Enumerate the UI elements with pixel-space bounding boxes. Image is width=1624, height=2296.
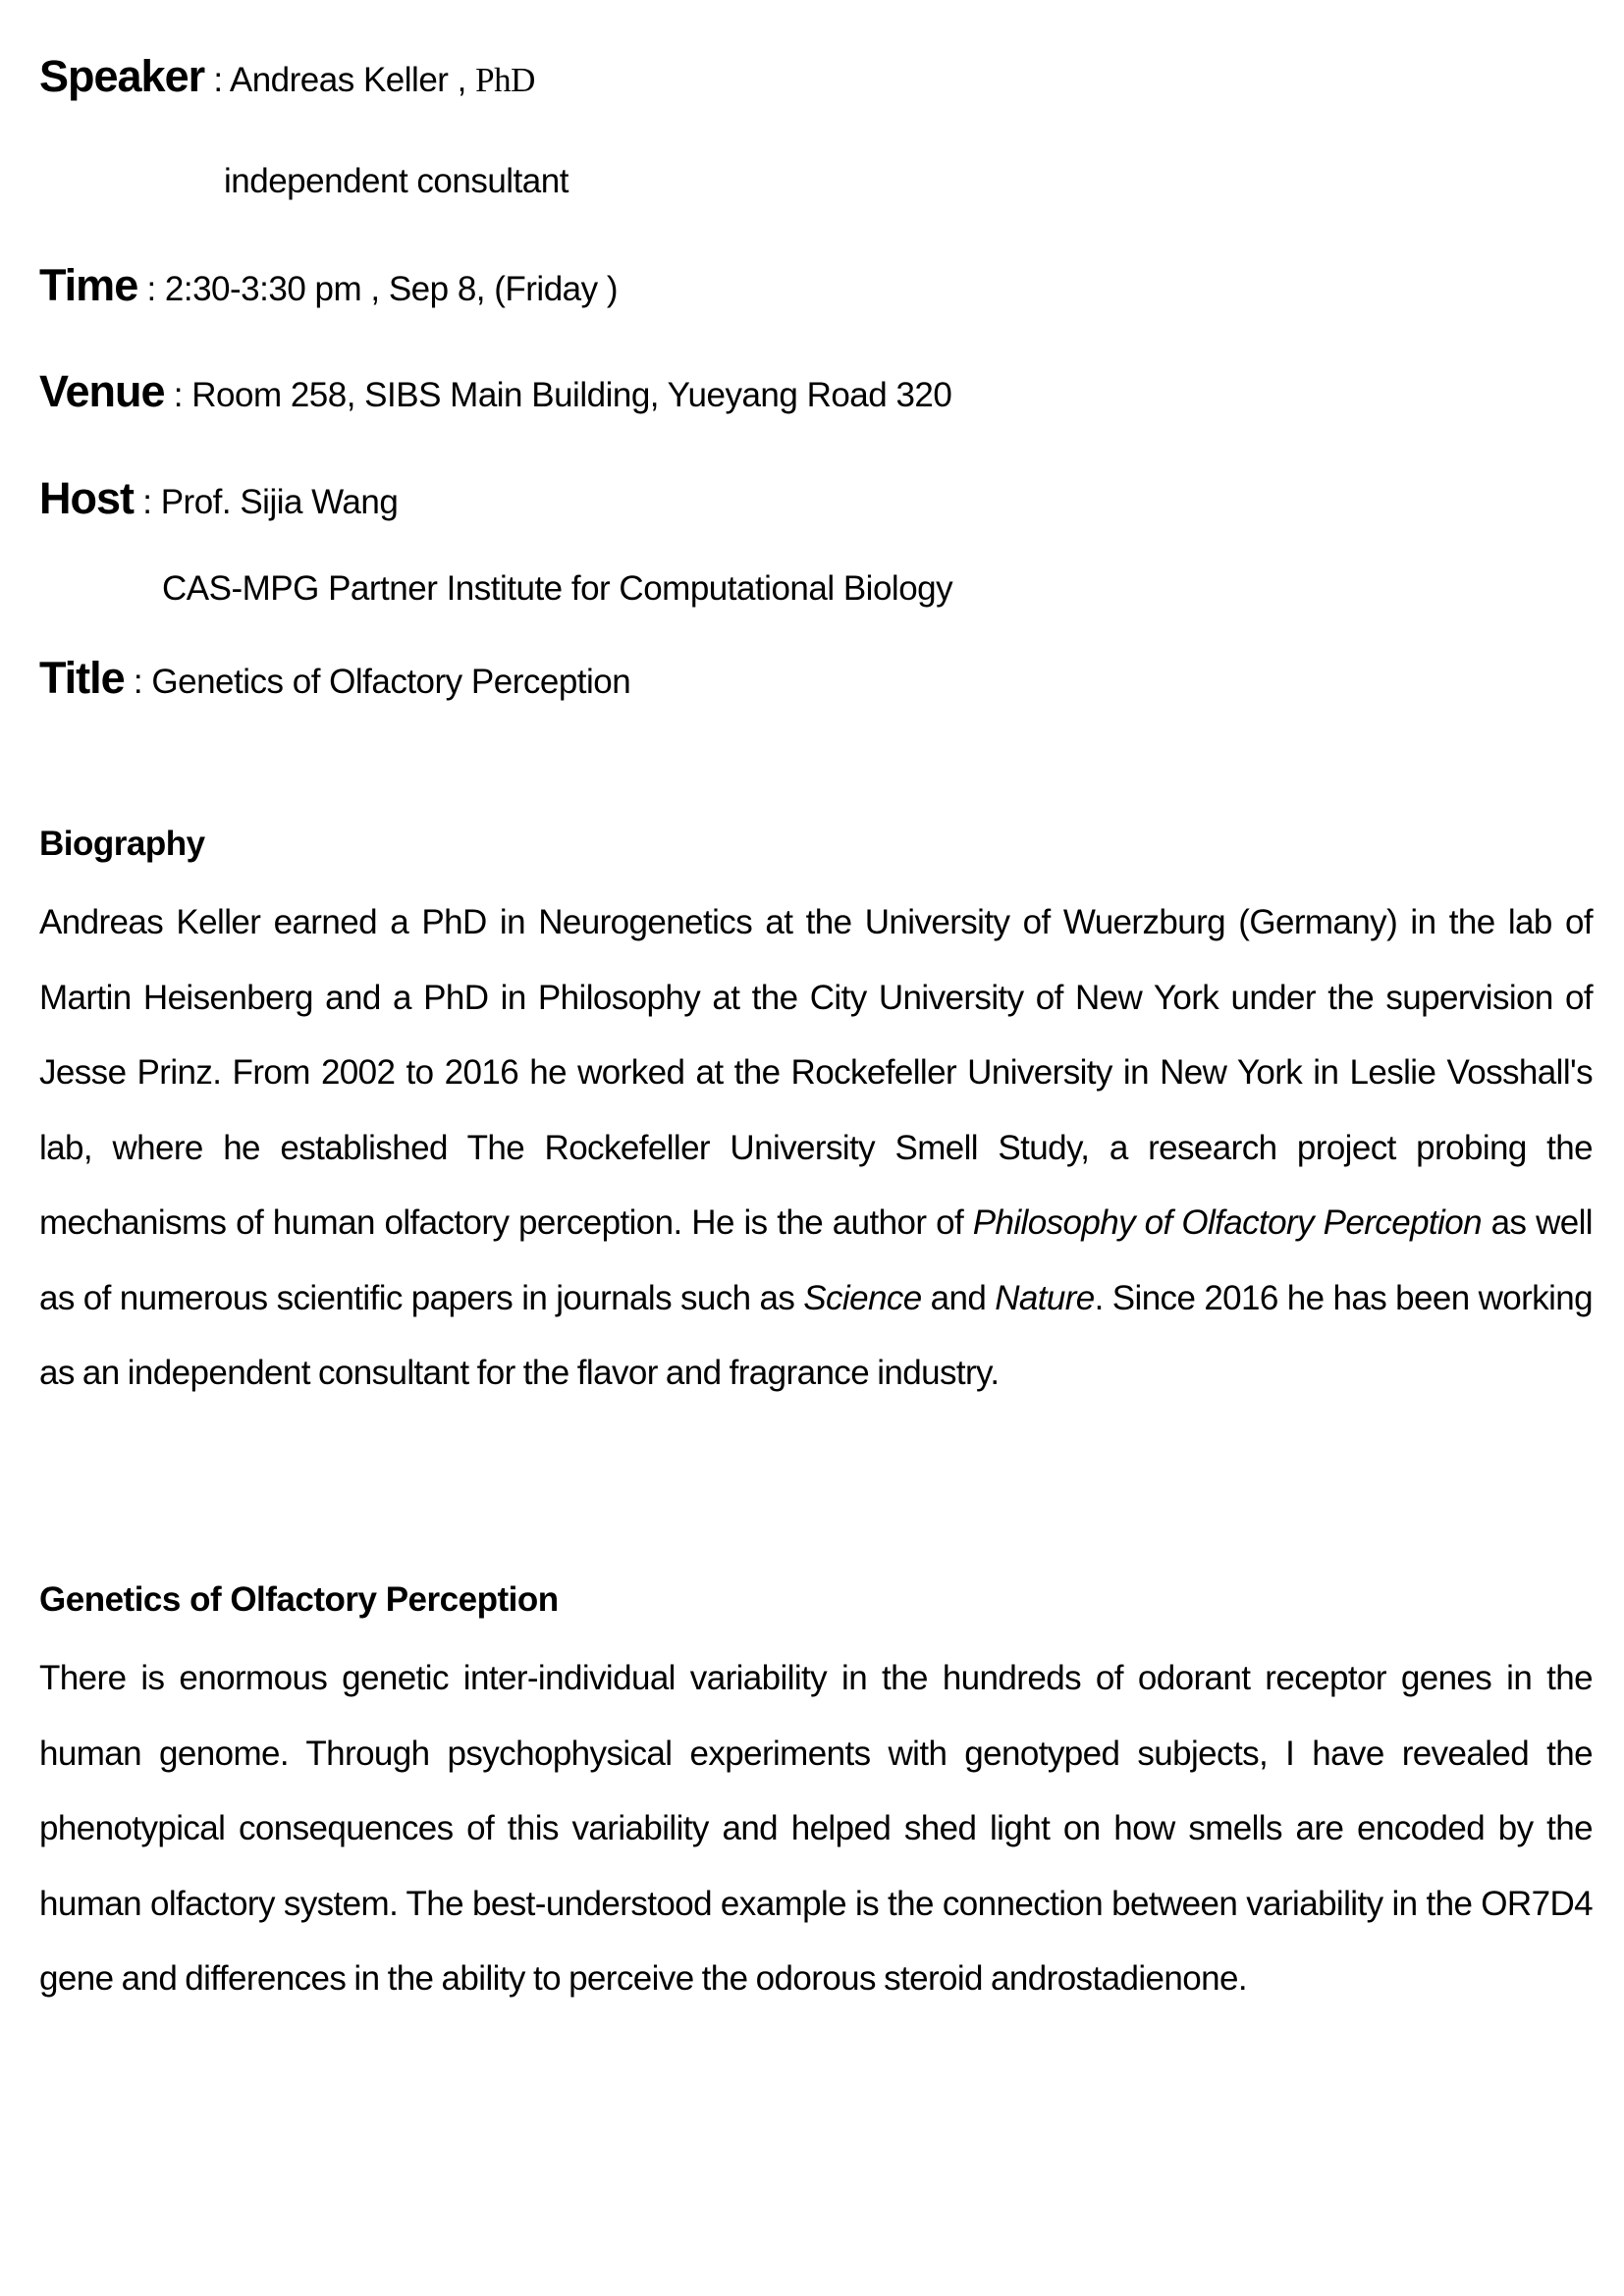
abstract-paragraph: There is enormous genetic inter-individual variability in the hundreds of odorant receptor genes in the human genome. Through psychophysical experiments with genotyped subjects, I have revealed the phenotypical consequences of this variability and helped shed light on how smells are encoded by the human olfactory system. The best-understood example is the connection between variability in the OR7D4 gene and differences in the ability to perceive the odorous steroid androstadienone. xyxy=(39,1659,1593,1998)
bio-journal-nature: Nature xyxy=(995,1278,1095,1317)
venue-sep: : xyxy=(164,376,192,414)
bio-text-2: as well as of numerous scientific papers in journals such as xyxy=(39,1203,1593,1317)
bio-text-3: and xyxy=(921,1278,996,1317)
biography-heading: Biography xyxy=(39,825,205,863)
speaker-degree: PhD xyxy=(475,61,535,99)
title-label: Title xyxy=(39,653,125,703)
venue-line xyxy=(39,366,951,417)
host-label: Host xyxy=(39,473,134,523)
venue-value: Room 258, SIBS Main Building, Yueyang Road 320 xyxy=(191,376,952,414)
time-value: 2:30-3:30 pm , Sep 8, (Friday ) xyxy=(164,270,619,308)
speaker-affiliation: independent consultant xyxy=(224,162,568,200)
host-affiliation: CAS-MPG Partner Institute for Computational Biology xyxy=(162,569,953,608)
bio-book-title: Philosophy of Olfactory Perception xyxy=(972,1203,1482,1242)
talk-title: Genetics of Olfactory Perception xyxy=(151,663,631,701)
title-line xyxy=(39,653,630,704)
speaker-name: Andreas Keller , xyxy=(229,61,476,99)
time-sep: : xyxy=(137,270,165,308)
time-label: Time xyxy=(39,260,138,310)
speaker-sep: : xyxy=(204,61,230,99)
abstract-heading: Genetics of Olfactory Perception xyxy=(39,1580,559,1619)
bio-journal-science: Science xyxy=(803,1278,922,1317)
title-sep: : xyxy=(124,663,152,701)
host-name: Prof. Sijia Wang xyxy=(160,483,399,521)
biography-paragraph xyxy=(39,885,1593,1412)
host-line xyxy=(39,473,398,524)
time-line xyxy=(39,260,618,311)
host-sep: : xyxy=(134,483,161,521)
venue-label: Venue xyxy=(39,366,165,416)
speaker-line xyxy=(39,51,535,102)
bio-text-4: . Since 2016 he has been working as an independent consultant for the flavor and fragrance industry. xyxy=(39,1278,1593,1392)
bio-text-1: Andreas Keller earned a PhD in Neurogenetics at the University of Wuerzburg (Germany) in the lab of Martin Heisenberg and a PhD in Philosophy at the City University of New York under the supervision of Jesse Prinz. From 2002 to 2016 he worked at the Rockefeller University in New York in Leslie Vosshall's lab, where he established The Rockefeller University Smell Study, a research project probing the mechanisms of human olfactory perception. He is the author of xyxy=(39,903,1593,1242)
speaker-label: Speaker xyxy=(39,51,205,101)
